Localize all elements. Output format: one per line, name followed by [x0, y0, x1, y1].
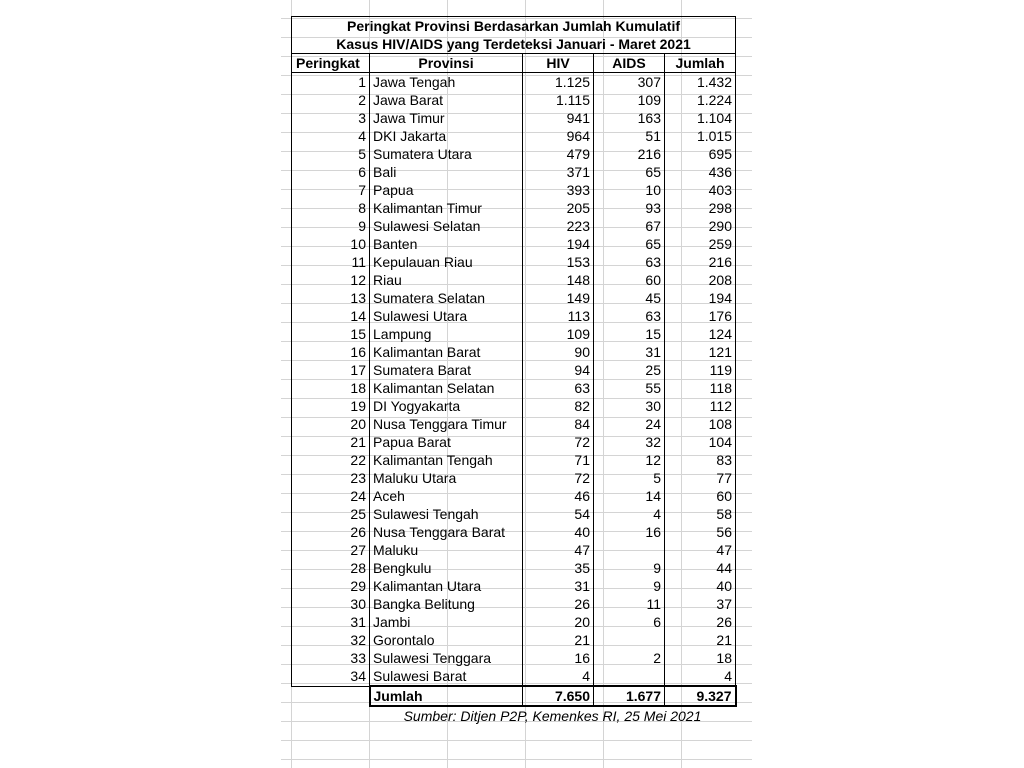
- cell-province: Sulawesi Tengah: [370, 505, 523, 523]
- cell-hiv: 223: [523, 217, 594, 235]
- source-row: [292, 706, 736, 725]
- cell-hiv: 149: [523, 289, 594, 307]
- cell-rank: 11: [292, 253, 370, 271]
- cell-province: Banten: [370, 235, 523, 253]
- cell-jumlah: 403: [665, 181, 736, 199]
- cell-province: Riau: [370, 271, 523, 289]
- cell-hiv: 21: [523, 631, 594, 649]
- cell-province: Maluku Utara: [370, 469, 523, 487]
- cell-rank: 8: [292, 199, 370, 217]
- cell-aids: 12: [594, 451, 665, 469]
- cell-rank: 25: [292, 505, 370, 523]
- cell-rank: 15: [292, 325, 370, 343]
- table-row: [292, 181, 736, 199]
- cell-jumlah: 37: [665, 595, 736, 613]
- header-jumlah: Jumlah: [665, 54, 736, 73]
- cell-aids: 63: [594, 307, 665, 325]
- cell-jumlah: 121: [665, 343, 736, 361]
- cell-hiv: 148: [523, 271, 594, 289]
- cell-rank: 20: [292, 415, 370, 433]
- cell-rank: 30: [292, 595, 370, 613]
- cell-aids: 14: [594, 487, 665, 505]
- total-hiv: 7.650: [523, 686, 594, 706]
- cell-rank: 18: [292, 379, 370, 397]
- cell-hiv: 109: [523, 325, 594, 343]
- cell-province: Papua Barat: [370, 433, 523, 451]
- cell-jumlah: 298: [665, 199, 736, 217]
- cell-hiv: 20: [523, 613, 594, 631]
- cell-rank: 27: [292, 541, 370, 559]
- table-row: [292, 505, 736, 523]
- cell-hiv: 941: [523, 109, 594, 127]
- cell-rank: 4: [292, 127, 370, 145]
- cell-jumlah: 1.104: [665, 109, 736, 127]
- cell-rank: 6: [292, 163, 370, 181]
- cell-jumlah: 56: [665, 523, 736, 541]
- cell-aids: 93: [594, 199, 665, 217]
- table-row: [292, 163, 736, 181]
- table-row: [292, 145, 736, 163]
- cell-rank: 13: [292, 289, 370, 307]
- cell-hiv: 71: [523, 451, 594, 469]
- cell-aids: 16: [594, 523, 665, 541]
- table-body: [292, 73, 736, 687]
- table-row: [292, 109, 736, 127]
- cell-aids: 30: [594, 397, 665, 415]
- cell-aids: 15: [594, 325, 665, 343]
- cell-aids: 45: [594, 289, 665, 307]
- cell-aids: 109: [594, 91, 665, 109]
- table-row: [292, 379, 736, 397]
- cell-rank: 33: [292, 649, 370, 667]
- cell-rank: 7: [292, 181, 370, 199]
- total-aids: 1.677: [594, 686, 665, 706]
- cell-aids: 11: [594, 595, 665, 613]
- cell-province: Sulawesi Tenggara: [370, 649, 523, 667]
- cell-hiv: 82: [523, 397, 594, 415]
- cell-jumlah: 118: [665, 379, 736, 397]
- cell-jumlah: 208: [665, 271, 736, 289]
- table-row: [292, 235, 736, 253]
- cell-hiv: 1.115: [523, 91, 594, 109]
- cell-jumlah: 216: [665, 253, 736, 271]
- cell-province: Bali: [370, 163, 523, 181]
- cell-aids: 6: [594, 613, 665, 631]
- cell-jumlah: 112: [665, 397, 736, 415]
- cell-rank: 32: [292, 631, 370, 649]
- cell-hiv: 393: [523, 181, 594, 199]
- cell-aids: [594, 541, 665, 559]
- cell-jumlah: 119: [665, 361, 736, 379]
- hiv-aids-ranking-table: [291, 16, 737, 725]
- header-aids: AIDS: [594, 54, 665, 73]
- cell-province: DI Yogyakarta: [370, 397, 523, 415]
- cell-hiv: 90: [523, 343, 594, 361]
- cell-rank: 26: [292, 523, 370, 541]
- cell-hiv: 31: [523, 577, 594, 595]
- cell-jumlah: 4: [665, 667, 736, 686]
- cell-rank: 1: [292, 73, 370, 92]
- cell-hiv: 1.125: [523, 73, 594, 92]
- cell-hiv: 35: [523, 559, 594, 577]
- cell-jumlah: 60: [665, 487, 736, 505]
- cell-rank: 21: [292, 433, 370, 451]
- cell-province: Sumatera Selatan: [370, 289, 523, 307]
- cell-rank: 31: [292, 613, 370, 631]
- cell-aids: 65: [594, 163, 665, 181]
- cell-rank: 12: [292, 271, 370, 289]
- cell-rank: 22: [292, 451, 370, 469]
- table-row: [292, 667, 736, 686]
- cell-province: Sumatera Utara: [370, 145, 523, 163]
- table-row: [292, 361, 736, 379]
- cell-aids: 5: [594, 469, 665, 487]
- cell-aids: 9: [594, 577, 665, 595]
- cell-aids: [594, 667, 665, 686]
- cell-aids: 55: [594, 379, 665, 397]
- cell-aids: 60: [594, 271, 665, 289]
- cell-rank: 34: [292, 667, 370, 686]
- cell-rank: 5: [292, 145, 370, 163]
- table-row: [292, 433, 736, 451]
- table-row: [292, 523, 736, 541]
- table-row: [292, 397, 736, 415]
- table-row: [292, 595, 736, 613]
- cell-aids: [594, 631, 665, 649]
- table-title-line-1: Peringkat Provinsi Berdasarkan Jumlah Kumulatif: [292, 17, 736, 36]
- cell-hiv: 72: [523, 469, 594, 487]
- cell-province: Sulawesi Selatan: [370, 217, 523, 235]
- cell-aids: 24: [594, 415, 665, 433]
- cell-jumlah: 108: [665, 415, 736, 433]
- table-row: [292, 253, 736, 271]
- cell-province: Jawa Barat: [370, 91, 523, 109]
- cell-hiv: 153: [523, 253, 594, 271]
- cell-rank: 17: [292, 361, 370, 379]
- table-row: [292, 577, 736, 595]
- cell-hiv: 113: [523, 307, 594, 325]
- cell-province: Bangka Belitung: [370, 595, 523, 613]
- cell-province: Bengkulu: [370, 559, 523, 577]
- cell-hiv: 54: [523, 505, 594, 523]
- cell-province: Jawa Timur: [370, 109, 523, 127]
- cell-province: Nusa Tenggara Barat: [370, 523, 523, 541]
- cell-province: Kalimantan Utara: [370, 577, 523, 595]
- cell-rank: 23: [292, 469, 370, 487]
- cell-hiv: 479: [523, 145, 594, 163]
- cell-aids: 67: [594, 217, 665, 235]
- cell-hiv: 72: [523, 433, 594, 451]
- table-row: [292, 469, 736, 487]
- cell-province: Jambi: [370, 613, 523, 631]
- cell-jumlah: 695: [665, 145, 736, 163]
- cell-province: Nusa Tenggara Timur: [370, 415, 523, 433]
- table-row: [292, 649, 736, 667]
- cell-aids: 63: [594, 253, 665, 271]
- cell-rank: 29: [292, 577, 370, 595]
- table-row: [292, 451, 736, 469]
- table-row: [292, 541, 736, 559]
- cell-hiv: 63: [523, 379, 594, 397]
- cell-aids: 4: [594, 505, 665, 523]
- cell-aids: 32: [594, 433, 665, 451]
- cell-hiv: 16: [523, 649, 594, 667]
- cell-jumlah: 40: [665, 577, 736, 595]
- table-row: [292, 325, 736, 343]
- cell-rank: 28: [292, 559, 370, 577]
- cell-province: Maluku: [370, 541, 523, 559]
- table-row: [292, 307, 736, 325]
- cell-jumlah: 26: [665, 613, 736, 631]
- source-blank-cell: [292, 706, 370, 725]
- cell-jumlah: 44: [665, 559, 736, 577]
- hiv-aids-table-container: [291, 16, 737, 725]
- cell-aids: 9: [594, 559, 665, 577]
- cell-jumlah: 83: [665, 451, 736, 469]
- cell-aids: 10: [594, 181, 665, 199]
- total-blank-cell: [292, 686, 370, 706]
- cell-hiv: 47: [523, 541, 594, 559]
- table-row: [292, 631, 736, 649]
- cell-aids: 25: [594, 361, 665, 379]
- table-row: [292, 613, 736, 631]
- table-row: [292, 271, 736, 289]
- table-row: [292, 91, 736, 109]
- cell-jumlah: 58: [665, 505, 736, 523]
- cell-jumlah: 124: [665, 325, 736, 343]
- table-row: [292, 217, 736, 235]
- cell-rank: 24: [292, 487, 370, 505]
- total-row: [292, 686, 736, 706]
- cell-jumlah: 176: [665, 307, 736, 325]
- cell-province: DKI Jakarta: [370, 127, 523, 145]
- cell-province: Papua: [370, 181, 523, 199]
- cell-rank: 3: [292, 109, 370, 127]
- table-row: [292, 73, 736, 92]
- cell-rank: 2: [292, 91, 370, 109]
- cell-province: Sulawesi Utara: [370, 307, 523, 325]
- cell-hiv: 94: [523, 361, 594, 379]
- cell-province: Sumatera Barat: [370, 361, 523, 379]
- cell-rank: 19: [292, 397, 370, 415]
- cell-jumlah: 436: [665, 163, 736, 181]
- cell-hiv: 964: [523, 127, 594, 145]
- cell-province: Kalimantan Timur: [370, 199, 523, 217]
- cell-jumlah: 194: [665, 289, 736, 307]
- table-row: [292, 199, 736, 217]
- cell-aids: 163: [594, 109, 665, 127]
- cell-jumlah: 77: [665, 469, 736, 487]
- cell-province: Kalimantan Barat: [370, 343, 523, 361]
- cell-province: Aceh: [370, 487, 523, 505]
- header-provinsi: Provinsi: [370, 54, 523, 73]
- table-row: [292, 415, 736, 433]
- cell-jumlah: 259: [665, 235, 736, 253]
- cell-aids: 65: [594, 235, 665, 253]
- cell-aids: 51: [594, 127, 665, 145]
- cell-hiv: 371: [523, 163, 594, 181]
- cell-hiv: 26: [523, 595, 594, 613]
- cell-aids: 2: [594, 649, 665, 667]
- table-row: [292, 127, 736, 145]
- cell-rank: 16: [292, 343, 370, 361]
- cell-rank: 14: [292, 307, 370, 325]
- cell-hiv: 205: [523, 199, 594, 217]
- cell-jumlah: 47: [665, 541, 736, 559]
- cell-aids: 216: [594, 145, 665, 163]
- cell-jumlah: 290: [665, 217, 736, 235]
- cell-province: Lampung: [370, 325, 523, 343]
- cell-jumlah: 1.015: [665, 127, 736, 145]
- cell-rank: 10: [292, 235, 370, 253]
- table-row: [292, 289, 736, 307]
- cell-rank: 9: [292, 217, 370, 235]
- cell-jumlah: 1.224: [665, 91, 736, 109]
- table-row: [292, 487, 736, 505]
- cell-jumlah: 1.432: [665, 73, 736, 92]
- cell-aids: 307: [594, 73, 665, 92]
- cell-province: Kalimantan Selatan: [370, 379, 523, 397]
- total-label: Jumlah: [370, 686, 523, 706]
- cell-hiv: 46: [523, 487, 594, 505]
- cell-province: Kalimantan Tengah: [370, 451, 523, 469]
- cell-hiv: 194: [523, 235, 594, 253]
- total-jumlah: 9.327: [665, 686, 736, 706]
- cell-aids: 31: [594, 343, 665, 361]
- cell-jumlah: 21: [665, 631, 736, 649]
- cell-hiv: 4: [523, 667, 594, 686]
- cell-jumlah: 104: [665, 433, 736, 451]
- cell-province: Sulawesi Barat: [370, 667, 523, 686]
- cell-province: Gorontalo: [370, 631, 523, 649]
- header-peringkat: Peringkat: [292, 54, 370, 73]
- cell-hiv: 40: [523, 523, 594, 541]
- cell-jumlah: 18: [665, 649, 736, 667]
- header-hiv: HIV: [523, 54, 594, 73]
- cell-hiv: 84: [523, 415, 594, 433]
- source-note: Sumber: Ditjen P2P, Kemenkes RI, 25 Mei 2021: [403, 708, 702, 724]
- table-title-line-2: Kasus HIV/AIDS yang Terdeteksi Januari - Maret 2021: [292, 35, 736, 54]
- table-row: [292, 559, 736, 577]
- cell-province: Jawa Tengah: [370, 73, 523, 92]
- table-row: [292, 343, 736, 361]
- cell-province: Kepulauan Riau: [370, 253, 523, 271]
